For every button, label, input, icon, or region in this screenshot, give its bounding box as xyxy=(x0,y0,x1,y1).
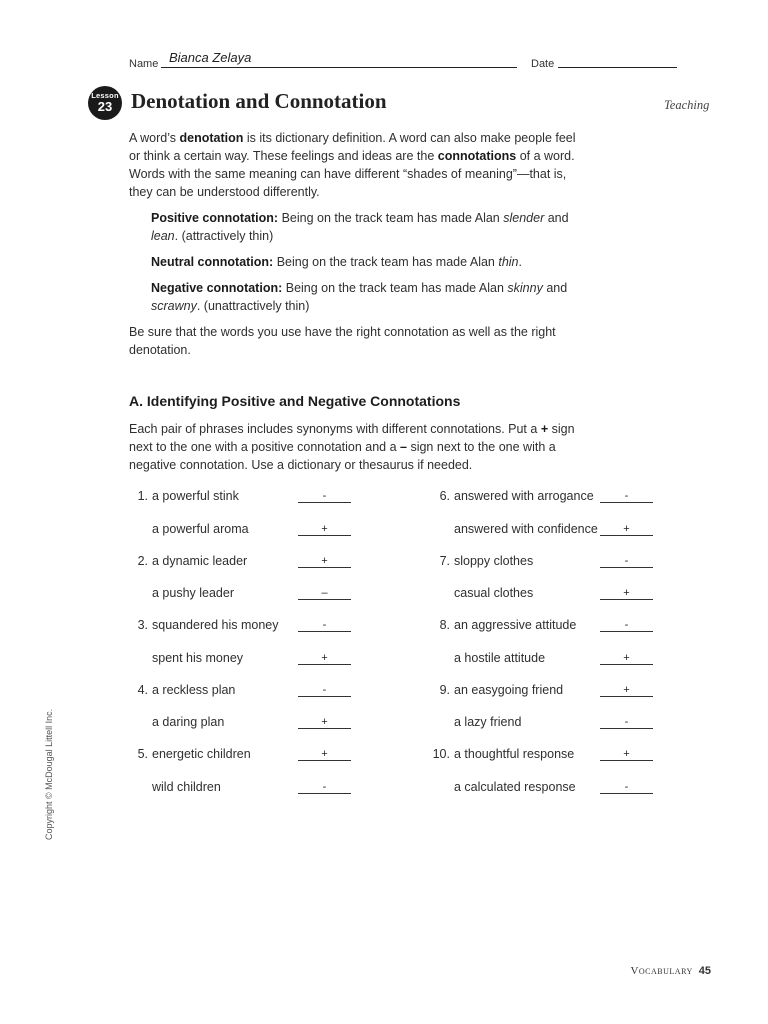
answer-blank[interactable] xyxy=(298,777,351,794)
answer-blank[interactable] xyxy=(600,551,653,568)
item-phrase: sloppy clothes xyxy=(454,554,534,568)
answer-blank[interactable] xyxy=(600,744,653,761)
answer-mark: - xyxy=(624,781,629,793)
item-phrase: energetic children xyxy=(152,747,251,761)
negative-example: Negative connotation: Being on the track team has made Alan skinny and scrawny. (unattractively thin) xyxy=(151,281,568,313)
item-number: 10. xyxy=(432,747,450,761)
item-phrase: squandered his money xyxy=(152,618,279,632)
item-number: 8. xyxy=(439,618,450,632)
item-number: 6. xyxy=(439,489,450,503)
lesson-badge xyxy=(88,86,122,120)
answer-blank[interactable] xyxy=(298,519,351,536)
answer-blank[interactable] xyxy=(298,583,351,600)
date-label: Date xyxy=(531,58,555,70)
item-phrase: wild children xyxy=(152,780,221,794)
item-number: 9. xyxy=(439,683,450,697)
answer-blank[interactable] xyxy=(298,680,351,697)
item-phrase: answered with arrogance xyxy=(454,489,594,503)
answer-mark: + xyxy=(623,652,630,664)
answer-blank[interactable] xyxy=(298,551,351,568)
name-field[interactable] xyxy=(161,50,517,68)
intro-paragraph: A word’s denotation is its dictionary definition. A word can also make people feel or think a certain way. These feelings and ideas are the connotations of a word. Words with the same meaning can have different “shades of meaning”—that is, they can be understood differently. xyxy=(129,131,576,199)
item-phrase: a calculated response xyxy=(454,780,576,794)
answer-mark: - xyxy=(322,781,327,793)
answer-mark: + xyxy=(321,652,328,664)
footer-label: Vocabulary xyxy=(630,965,693,977)
item-phrase: a hostile attitude xyxy=(454,651,546,665)
answer-blank[interactable] xyxy=(298,712,351,729)
answer-mark: + xyxy=(321,748,328,760)
item-phrase: a daring plan xyxy=(152,715,225,729)
closing-paragraph: Be sure that the words you use have the right connotation as well as the right denotation. xyxy=(129,325,556,357)
answer-blank[interactable] xyxy=(298,648,351,665)
answer-mark: - xyxy=(624,555,629,567)
answer-blank[interactable] xyxy=(600,519,653,536)
answer-mark: – xyxy=(321,587,328,599)
section-tag: Teaching xyxy=(664,98,710,112)
item-phrase: answered with confidence xyxy=(454,522,598,536)
item-phrase: an aggressive attitude xyxy=(454,618,577,632)
item-phrase: a dynamic leader xyxy=(152,554,248,568)
answer-mark: + xyxy=(623,587,630,599)
neutral-example: Neutral connotation: Being on the track team has made Alan thin. xyxy=(151,255,522,269)
answer-mark: - xyxy=(322,619,327,631)
positive-example: Positive connotation: Being on the track team has made Alan slender and lean. (attractively thin) xyxy=(151,211,569,243)
item-phrase: a powerful aroma xyxy=(152,522,249,536)
answer-blank[interactable] xyxy=(298,486,351,503)
lesson-number: 23 xyxy=(97,99,113,114)
answer-mark: - xyxy=(322,490,327,502)
item-number: 2. xyxy=(137,554,148,568)
answer-mark: - xyxy=(624,619,629,631)
item-phrase: a thoughtful response xyxy=(454,747,575,761)
item-phrase: a lazy friend xyxy=(454,715,522,729)
item-number: 3. xyxy=(137,618,148,632)
name-label: Name xyxy=(129,58,159,70)
answer-mark: + xyxy=(623,523,630,535)
answer-blank[interactable] xyxy=(600,648,653,665)
item-phrase: a pushy leader xyxy=(152,586,235,600)
answer-mark: + xyxy=(321,555,328,567)
answer-blank[interactable] xyxy=(298,615,351,632)
answer-blank[interactable] xyxy=(600,777,653,794)
answer-mark: - xyxy=(322,684,327,696)
item-phrase: a powerful stink xyxy=(152,489,239,503)
item-phrase: spent his money xyxy=(152,651,244,665)
item-number: 4. xyxy=(137,683,148,697)
section-a-instructions: Each pair of phrases includes synonyms with different connotations. Put a + sign next to the one with a positive connotation and a – sign next to the one with a negative connotation. Use a dictionary or thesaurus if needed. xyxy=(129,422,575,472)
answer-mark: - xyxy=(624,716,629,728)
answer-mark: - xyxy=(624,490,629,502)
copyright-notice: Copyright © McDougal Littell Inc. xyxy=(44,708,54,840)
item-phrase: casual clothes xyxy=(454,586,534,600)
lesson-word: Lesson xyxy=(91,91,119,100)
denotation-term: denotation xyxy=(179,131,244,145)
item-phrase: a reckless plan xyxy=(152,683,236,697)
date-field[interactable] xyxy=(558,54,677,68)
answer-mark: + xyxy=(321,523,328,535)
answer-blank[interactable] xyxy=(600,486,653,503)
answer-blank[interactable] xyxy=(600,615,653,632)
answer-blank[interactable] xyxy=(298,744,351,761)
item-number: 1. xyxy=(137,489,148,503)
section-a-heading: A. Identifying Positive and Negative Connotations xyxy=(129,393,461,409)
item-phrase: an easygoing friend xyxy=(454,683,564,697)
answer-mark: + xyxy=(623,684,630,696)
answer-blank[interactable] xyxy=(600,583,653,600)
item-number: 5. xyxy=(137,747,148,761)
answer-mark: + xyxy=(623,748,630,760)
name-value: Bianca Zelaya xyxy=(169,50,252,65)
answer-mark: + xyxy=(321,716,328,728)
answer-blank[interactable] xyxy=(600,680,653,697)
page-number: 45 xyxy=(698,965,711,977)
connotations-term: connotations xyxy=(437,149,517,163)
page-title: Denotation and Connotation xyxy=(131,89,387,113)
page-footer xyxy=(630,965,711,977)
item-number: 7. xyxy=(439,554,450,568)
answer-blank[interactable] xyxy=(600,712,653,729)
